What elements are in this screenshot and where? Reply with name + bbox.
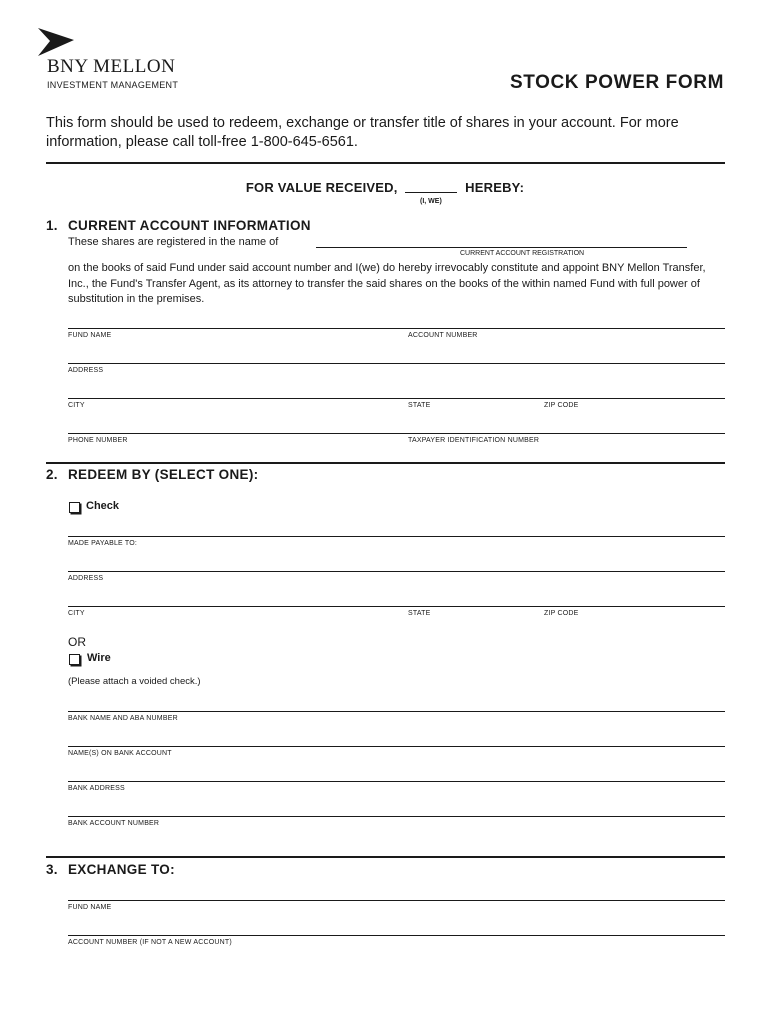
current-registration-label: CURRENT ACCOUNT REGISTRATION — [460, 250, 585, 257]
bank-aba-label: BANK NAME AND ABA NUMBER — [68, 715, 178, 722]
section-divider — [46, 162, 725, 164]
for-value-right: HEREBY: — [465, 180, 525, 195]
brand-subtitle: INVESTMENT MANAGEMENT — [47, 80, 179, 90]
fund-name-label: FUND NAME — [68, 332, 112, 339]
for-value-left: FOR VALUE RECEIVED, — [245, 180, 398, 195]
exchange-account-number-label: ACCOUNT NUMBER (IF NOT A NEW ACCOUNT) — [68, 939, 232, 946]
made-payable-field[interactable] — [68, 536, 725, 537]
bank-aba-field[interactable] — [68, 711, 725, 712]
phone-tin-field[interactable] — [68, 433, 725, 434]
for-value-received-line — [0, 180, 770, 195]
exchange-account-number-field[interactable] — [68, 935, 725, 936]
check-city-label: CITY — [68, 610, 85, 617]
current-registration-field[interactable] — [316, 247, 687, 248]
city-state-zip-field[interactable] — [68, 398, 725, 399]
bank-account-number-label: BANK ACCOUNT NUMBER — [68, 820, 160, 827]
authorization-text: on the books of said Fund under said account number and I(we) do hereby irrevocably constitute and appoint BNY Mellon Transfer, Inc., the Fund's Transfer Agent, as its attorney to transfer the said shares on the books of the within named Fund with full power of substitution in the premises. — [68, 262, 706, 305]
section-divider — [46, 856, 725, 858]
wire-checkbox[interactable] — [69, 654, 80, 665]
account-number-label: ACCOUNT NUMBER — [408, 332, 478, 339]
made-payable-label: MADE PAYABLE TO: — [68, 540, 138, 547]
fund-name-field[interactable] — [68, 328, 725, 329]
address-label: ADDRESS — [68, 367, 104, 374]
bank-address-label: BANK ADDRESS — [68, 785, 125, 792]
check-checkbox[interactable] — [69, 502, 80, 513]
check-zip-label: ZIP CODE — [544, 610, 579, 617]
exchange-fund-name-field[interactable] — [68, 900, 725, 901]
section-2-number: 2. — [46, 467, 58, 482]
intro-text: This form should be used to redeem, exchange or transfer title of shares in your account. For more information, please call toll-free 1-800-645-6561. — [46, 115, 679, 150]
bank-account-number-field[interactable] — [68, 816, 725, 817]
check-address-label: ADDRESS — [68, 575, 104, 582]
form-title: STOCK POWER FORM — [509, 72, 724, 93]
brand-name: BNY MELLON — [47, 56, 176, 77]
exchange-fund-name-label: FUND NAME — [68, 904, 112, 911]
section-3-number: 3. — [46, 862, 58, 877]
section-divider — [46, 462, 725, 464]
check-city-state-zip-field[interactable] — [68, 606, 725, 607]
state-label: STATE — [408, 402, 431, 409]
bank-address-field[interactable] — [68, 781, 725, 782]
section-3-title: EXCHANGE TO: — [68, 862, 175, 877]
city-label: CITY — [68, 402, 85, 409]
section-1-number: 1. — [46, 218, 58, 233]
i-we-blank-field[interactable] — [405, 180, 457, 193]
bny-mellon-arrow-logo-icon — [38, 28, 74, 56]
check-label: Check — [86, 500, 120, 512]
wire-label: Wire — [87, 652, 111, 664]
address-field[interactable] — [68, 363, 725, 364]
check-state-label: STATE — [408, 610, 431, 617]
check-address-field[interactable] — [68, 571, 725, 572]
zip-label: ZIP CODE — [544, 402, 579, 409]
registered-text: These shares are registered in the name of — [68, 236, 279, 248]
or-separator: OR — [68, 635, 86, 649]
section-2-title: REDEEM BY (SELECT ONE): — [68, 467, 259, 482]
phone-label: PHONE NUMBER — [68, 437, 128, 444]
tin-label: TAXPAYER IDENTIFICATION NUMBER — [408, 437, 540, 444]
bank-account-names-label: NAME(S) ON BANK ACCOUNT — [68, 750, 172, 757]
wire-note: (Please attach a voided check.) — [68, 676, 201, 687]
i-we-label: (I, WE) — [420, 198, 442, 205]
section-1-title: CURRENT ACCOUNT INFORMATION — [68, 218, 311, 233]
bank-account-names-field[interactable] — [68, 746, 725, 747]
